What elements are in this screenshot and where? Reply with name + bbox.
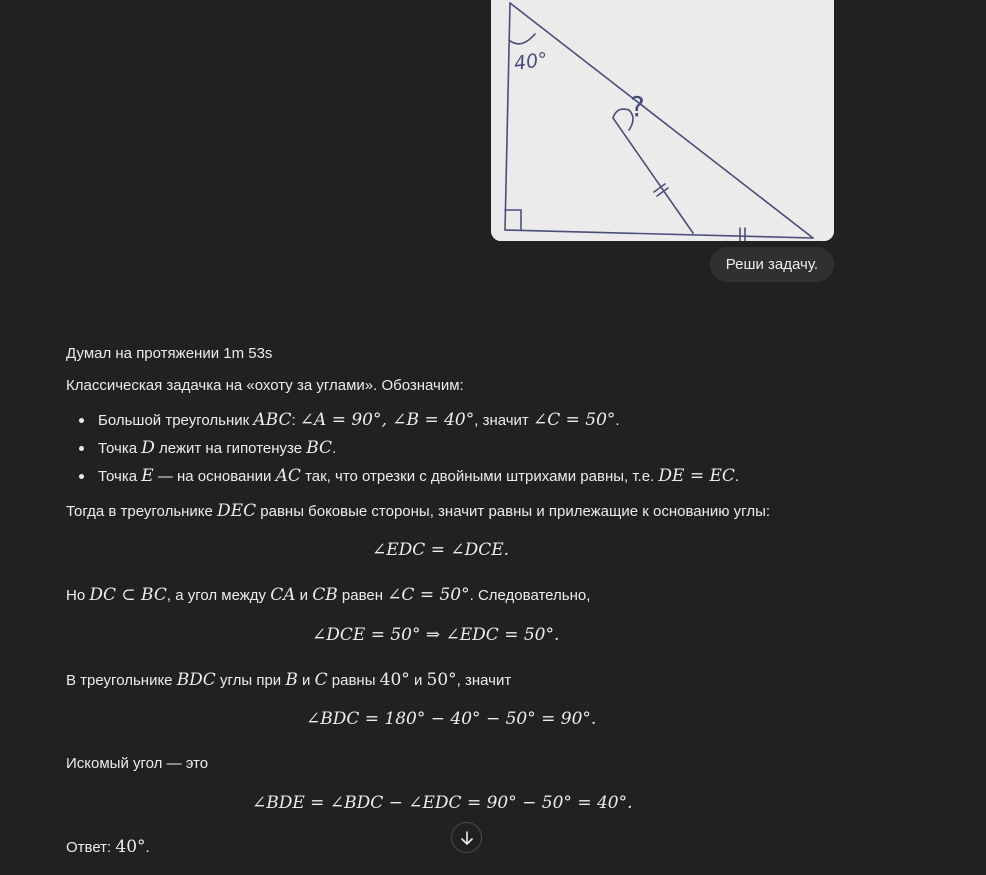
angle-40-label: 40° <box>512 48 550 75</box>
paragraph-dc: Но DC ⊂ BC, а угол между CA и CB равен ∠C = 50°. Следовательно, <box>66 585 591 605</box>
paragraph-sought-angle: Искомый угол — это <box>66 755 209 772</box>
unknown-angle-label: ? <box>630 90 645 123</box>
final-answer: Ответ: 40°. <box>66 837 150 857</box>
list-item: Большой треугольник ABC: ∠A = 90°, ∠B = 40°, значит ∠C = 50°. <box>66 406 739 434</box>
triangle-drawing <box>491 0 834 241</box>
scroll-to-bottom-button[interactable] <box>451 822 482 853</box>
list-item: Точка D лежит на гипотенузе BC. <box>66 434 739 462</box>
definitions-list <box>66 406 739 490</box>
equation-3: ∠BDC = 180° − 40° − 50° = 90°. <box>306 709 597 729</box>
list-item: Точка E — на основании AC так, что отрезки с двойными штрихами равны, т.е. DE = EC. <box>66 462 739 490</box>
paragraph-bdc: В треугольнике BDC углы при B и C равны 40° и 50°, значит <box>66 670 512 690</box>
user-message-bubble: Реши задачу. <box>710 247 834 282</box>
equation-1: ∠EDC = ∠DCE. <box>372 540 510 560</box>
arrow-down-icon <box>459 830 475 846</box>
paragraph-dec: Тогда в треугольнике DEC равны боковые стороны, значит равны и прилежащие к основанию углы: <box>66 501 771 521</box>
uploaded-triangle-image[interactable] <box>491 0 834 241</box>
thinking-duration[interactable]: Думал на протяжении 1m 53s <box>66 345 273 362</box>
intro-paragraph: Классическая задачка на «охоту за углами». Обозначим: <box>66 377 464 394</box>
equation-2: ∠DCE = 50° ⇒ ∠EDC = 50°. <box>312 625 560 645</box>
equation-4: ∠BDE = ∠BDC − ∠EDC = 90° − 50° = 40°. <box>252 793 633 813</box>
